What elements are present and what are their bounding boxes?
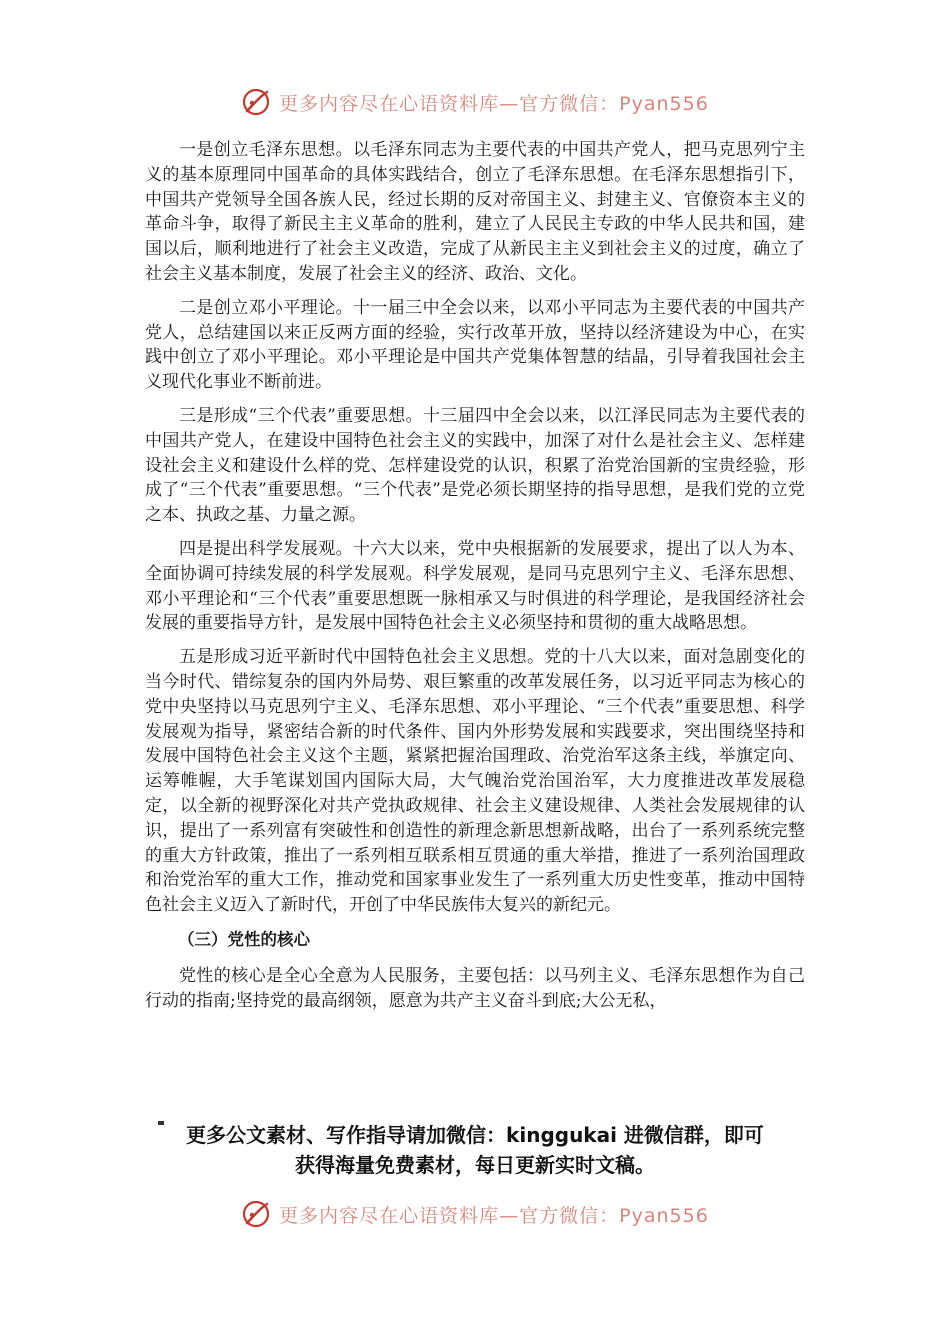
header-watermark (0, 82, 950, 122)
brush-logo-icon (241, 87, 271, 117)
paragraph-deng-xiaoping-theory: 二是创立邓小平理论。十一届三中全会以来，以邓小平同志为主要代表的中国共产党人，总结建国以来正反两方面的经验，实行改革开放，坚持以经济建设为中心，在实践中创立了邓小平理论。邓小平理论是中国共产党集体智慧的结晶，引导着我国社会主义现代化事业不断前进。 (145, 297, 805, 393)
paragraph-mao-zedong-thought: 一是创立毛泽东思想。以毛泽东同志为主要代表的中国共产党人，把马克思列宁主义的基本原理同中国革命的具体实践结合，创立了毛泽东思想。在毛泽东思想指引下，中国共产党领导全国各族人民，经过长期的反对帝国主义、封建主义、官僚资本主义的革命斗争，取得了新民主主义革命的胜利，建立了人民民主专政的中华人民共和国，建国以后，顺利地进行了社会主义改造，完成了从新民主主义到社会主义的过度，确立了社会主义基本制度，发展了社会主义的经济、政治、文化。 (145, 140, 805, 284)
promo-line-2: 获得海量免费素材，每日更新实时文稿。 (295, 1153, 655, 1177)
brush-logo-icon (241, 1199, 271, 1229)
paragraph-scientific-outlook: 四是提出科学发展观。十六大以来，党中央根据新的发展要求，提出了以人为本、全面协调可持续发展的科学发展观。科学发展观，是同马克思列宁主义、毛泽东思想、邓小平理论和“三个代表”重要思想既一脉相承又与时俱进的科学理论，是我国经济社会发展的重要指导方针，是发展中国特色社会主义必须坚持和贯彻的重大战略思想。 (145, 538, 805, 634)
paragraph-xi-thought: 五是形成习近平新时代中国特色社会主义思想。党的十八大以来，面对急剧变化的当今时代、错综复杂的国内外局势、艰巨繁重的改革发展任务，以习近平同志为核心的党中央坚持以马克思列宁主义、毛泽东思想、邓小平理论、“三个代表”重要思想、科学发展观为指导，紧密结合新的时代条件、国内外形势发展和实践要求，突出围绕坚持和发展中国特色社会主义这个主题，紧紧把握治国理政、治党治军这条主线，举旗定向、运筹帷幄，大手笔谋划国内国际大局，大气魄治党治国治军，大力度推进改革发展稳定，以全新的视野深化对共产党执政规律、社会主义建设规律、人类社会发展规律的认识，提出了一系列富有突破性和创造性的新理念新思想新战略，出台了一系列系统完整的重大方针政策，推出了一系列相互联系相互贯通的重大举措，推进了一系列治国理政和治党治军的重大工作，推动党和国家事业发生了一系列重大历史性变革，推动中国特色社会主义迈入了新时代，开创了中华民族伟大复兴的新纪元。 (145, 647, 805, 916)
promo-line-1: 更多公文素材、写作指导请加微信：kinggukai 进微信群，即可 (186, 1123, 764, 1147)
watermark-text: 更多内容尽在心语资料库—官方微信：Pyan556 (279, 1204, 709, 1227)
section-heading: （三）党性的核心 (178, 929, 310, 949)
document-body (145, 138, 805, 1023)
watermark-text: 更多内容尽在心语资料库—官方微信：Pyan556 (279, 92, 709, 115)
paragraph-three-represents: 三是形成“三个代表”重要思想。十三届四中全会以来，以江泽民同志为主要代表的中国共产党人，在建设中国特色社会主义的实践中，加深了对什么是社会主义、怎样建设社会主义和建设什么样的党、怎样建设党的认识，积累了治党治国新的宝贵经验，形成了“三个代表”重要思想。“三个代表”是党必须长期坚持的指导思想，是我们党的立党之本、执政之基、力量之源。 (145, 405, 805, 526)
footer-watermark (0, 1194, 950, 1234)
paragraph-party-spirit-core: 党性的核心是全心全意为人民服务，主要包括：以马列主义、毛泽东思想作为自己行动的指南;坚持党的最高纲领，愿意为共产主义奋斗到底;大公无私， (145, 965, 805, 1011)
promo-banner (130, 1120, 820, 1180)
